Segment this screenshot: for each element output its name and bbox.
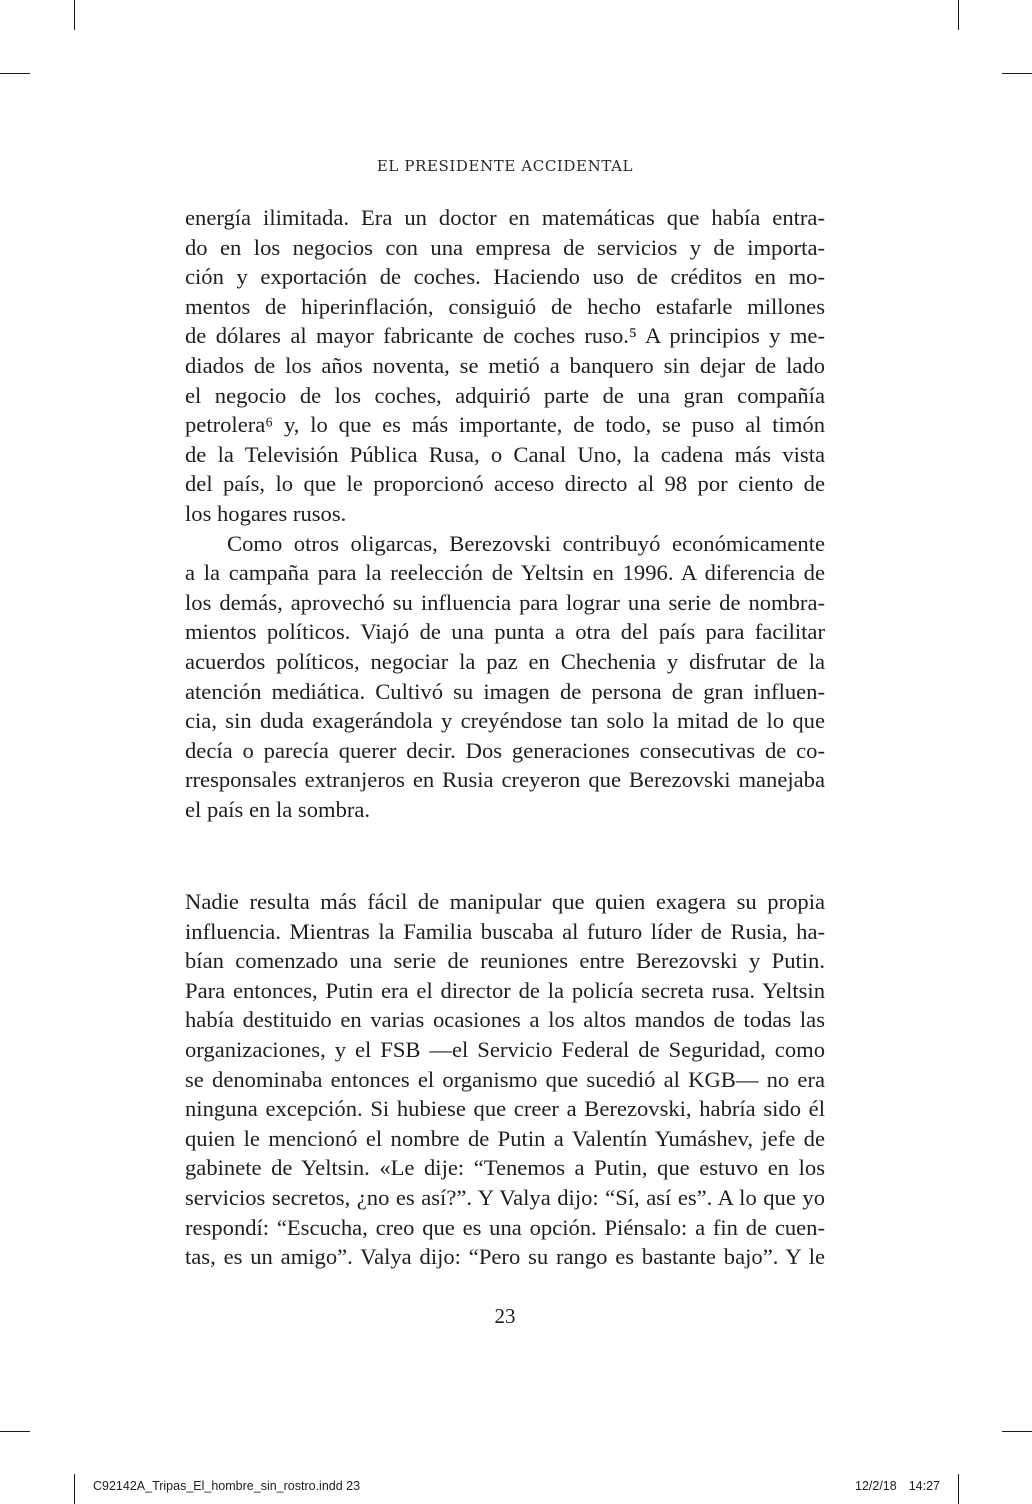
text-line: energía ilimitada. Era un doctor en matemáticas que había entra- (185, 205, 825, 230)
text-line: Nadie resulta más fácil de manipular que quien exagera su propia (185, 889, 825, 914)
text-line: decía o parecía querer decir. Dos generaciones consecutivas de co- (185, 737, 825, 763)
crop-mark-left-bottom (0, 1431, 30, 1432)
text-line: Como otros oligarcas, Berezovski contribuyó económicamente (227, 530, 825, 556)
text-line: ción y exportación de coches. Haciendo uso de créditos en mo- (185, 264, 825, 290)
text-line: influencia. Mientras la Familia buscaba al futuro líder de Rusia, ha- (185, 918, 825, 944)
running-head: EL PRESIDENTE ACCIDENTAL (376, 157, 634, 175)
text-line: de dólares al mayor fabricante de coches ruso.⁵ A principios y me- (185, 323, 825, 349)
text-line: Para entonces, Putin era el director de la policía secreta rusa. Yeltsin (185, 977, 825, 1003)
text-line: mentos de hiperinflación, consiguió de hecho estafarle millones (185, 293, 825, 319)
text-line: respondí: “Escucha, creo que es una opción. Piénsalo: a fin de cuen- (185, 1214, 825, 1240)
crop-mark-left-top (0, 73, 30, 74)
crop-mark-right-top (1002, 73, 1032, 74)
page-number: 23 (494, 1304, 516, 1328)
text-line: petrolera⁶ y, lo que es más importante, de todo, se puso al timón (185, 412, 825, 438)
crop-mark-top-right (958, 0, 959, 30)
text-line: tas, es un amigo”. Valya dijo: “Pero su rango es bastante bajo”. Y le (185, 1244, 825, 1270)
body-text-section-2 (185, 887, 825, 1272)
text-line: el negocio de los coches, adquirió parte de una gran compañía (185, 382, 825, 408)
print-slug-time: 14:27 (908, 1479, 940, 1493)
text-line: los demás, aprovechó su influencia para lograr una serie de nombra- (185, 589, 825, 615)
body-text-section-1 (185, 203, 825, 824)
text-line: do en los negocios con una empresa de servicios y de importa- (185, 234, 825, 260)
text-line: atención mediática. Cultivó su imagen de persona de gran influen- (185, 678, 825, 704)
text-line: diados de los años noventa, se metió a banquero sin dejar de lado (185, 352, 825, 378)
crop-mark-bottom-left (74, 1474, 75, 1504)
print-slug-datetime (855, 1479, 940, 1493)
text-line: de la Televisión Pública Rusa, o Canal Uno, la cadena más vista (185, 441, 825, 467)
crop-mark-bottom-right (958, 1474, 959, 1504)
crop-mark-right-bottom (1002, 1431, 1032, 1432)
text-line: gabinete de Yeltsin. «Le dije: “Tenemos a Putin, que estuvo en los (185, 1155, 825, 1181)
text-line: organizaciones, y el FSB —el Servicio Federal de Seguridad, como (185, 1036, 825, 1062)
text-line: los hogares rusos. (185, 500, 347, 526)
text-line: ninguna excepción. Si hubiese que creer a Berezovski, habría sido él (185, 1096, 825, 1122)
print-slug-date: 12/2/18 (855, 1479, 897, 1493)
print-slug-filename: C92142A_Tripas_El_hombre_sin_rostro.indd 23 (93, 1479, 361, 1493)
text-line: el país en la sombra. (185, 796, 371, 822)
text-line: del país, lo que le proporcionó acceso directo al 98 por ciento de (185, 471, 825, 497)
text-line: a la campaña para la reelección de Yeltsin en 1996. A diferencia de (185, 560, 825, 586)
text-line: acuerdos políticos, negociar la paz en Chechenia y disfrutar de la (185, 648, 825, 674)
text-line: cia, sin duda exagerándola y creyéndose tan solo la mitad de lo que (185, 708, 825, 734)
text-line: servicios secretos, ¿no es así?”. Y Valya dijo: “Sí, así es”. A lo que yo (185, 1184, 825, 1210)
crop-mark-top-left (74, 0, 75, 30)
text-line: se denominaba entonces el organismo que sucedió al KGB— no era (185, 1066, 825, 1092)
text-line: rresponsales extranjeros en Rusia creyeron que Berezovski manejaba (185, 767, 825, 793)
text-line: había destituido en varias ocasiones a los altos mandos de todas las (185, 1007, 825, 1033)
text-line: mientos políticos. Viajó de una punta a otra del país para facilitar (185, 619, 825, 645)
text-line: quien le mencionó el nombre de Putin a Valentín Yumáshev, jefe de (185, 1125, 825, 1151)
text-line: bían comenzado una serie de reuniones entre Berezovski y Putin. (185, 948, 825, 974)
